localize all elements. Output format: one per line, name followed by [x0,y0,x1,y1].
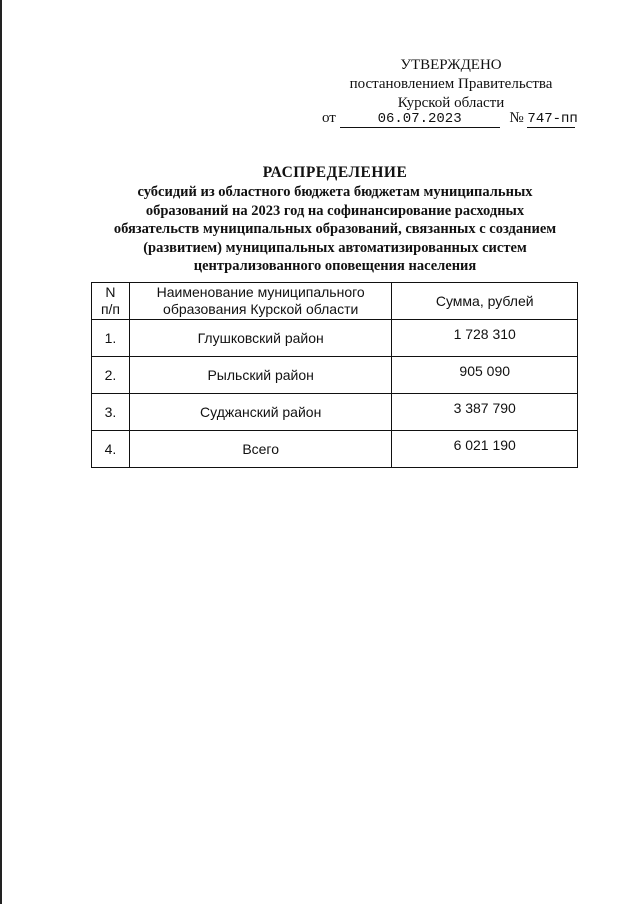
approval-line-2: Курской области [397,95,505,111]
table-row [92,394,578,431]
row-name: Глушковский район [129,320,391,357]
row-name: Всего [129,431,391,468]
header-num-line-2: п/п [100,301,120,317]
subtitle-line: обязательств муниципальных образований, связанных с созданием [113,221,557,237]
header-name-line-1: Наименование муниципального [156,284,365,300]
subtitle-line: (развитием) муниципальных автоматизированных систем [143,239,527,256]
subtitle-line: образований на 2023 год на софинансирование расходных [145,202,525,219]
date-prefix: от [322,110,336,126]
row-num: 4. [92,431,130,468]
approval-title: УТВЕРЖДЕНО [400,57,502,73]
row-num: 1. [92,320,130,357]
approval-line-1: постановлением Правительства [349,76,553,92]
table-row [92,357,578,394]
row-name: Рыльский район [129,357,391,394]
row-sum: 905 090 [392,357,578,394]
header-name [129,283,391,320]
row-num: 3. [92,394,130,431]
approval-number: 747-пп [527,111,578,127]
row-name: Суджанский район [129,394,391,431]
header-num-line-1: N [105,284,116,300]
scan-edge [0,0,2,904]
subtitle-line: централизованного оповещения населения [193,258,477,274]
approval-date-line [322,110,578,128]
number-prefix: № [509,110,524,126]
distribution-table [91,282,578,468]
row-sum: 1 728 310 [392,320,578,357]
approval-stamp [316,56,586,113]
header-num [92,283,130,320]
row-sum: 6 021 190 [392,431,578,468]
header-name-line-2: образования Курской области [163,301,359,317]
approval-date: 06.07.2023 [340,111,500,128]
row-sum: 3 387 790 [392,394,578,431]
table-header-row [92,283,578,320]
document-title [92,163,578,276]
subtitle-line: субсидий из областного бюджета бюджетам муниципальных [137,184,533,200]
header-sum: Сумма, рублей [392,283,578,320]
table-row [92,320,578,357]
table-row [92,431,578,468]
document-heading: РАСПРЕДЕЛЕНИЕ [262,164,408,181]
row-num: 2. [92,357,130,394]
